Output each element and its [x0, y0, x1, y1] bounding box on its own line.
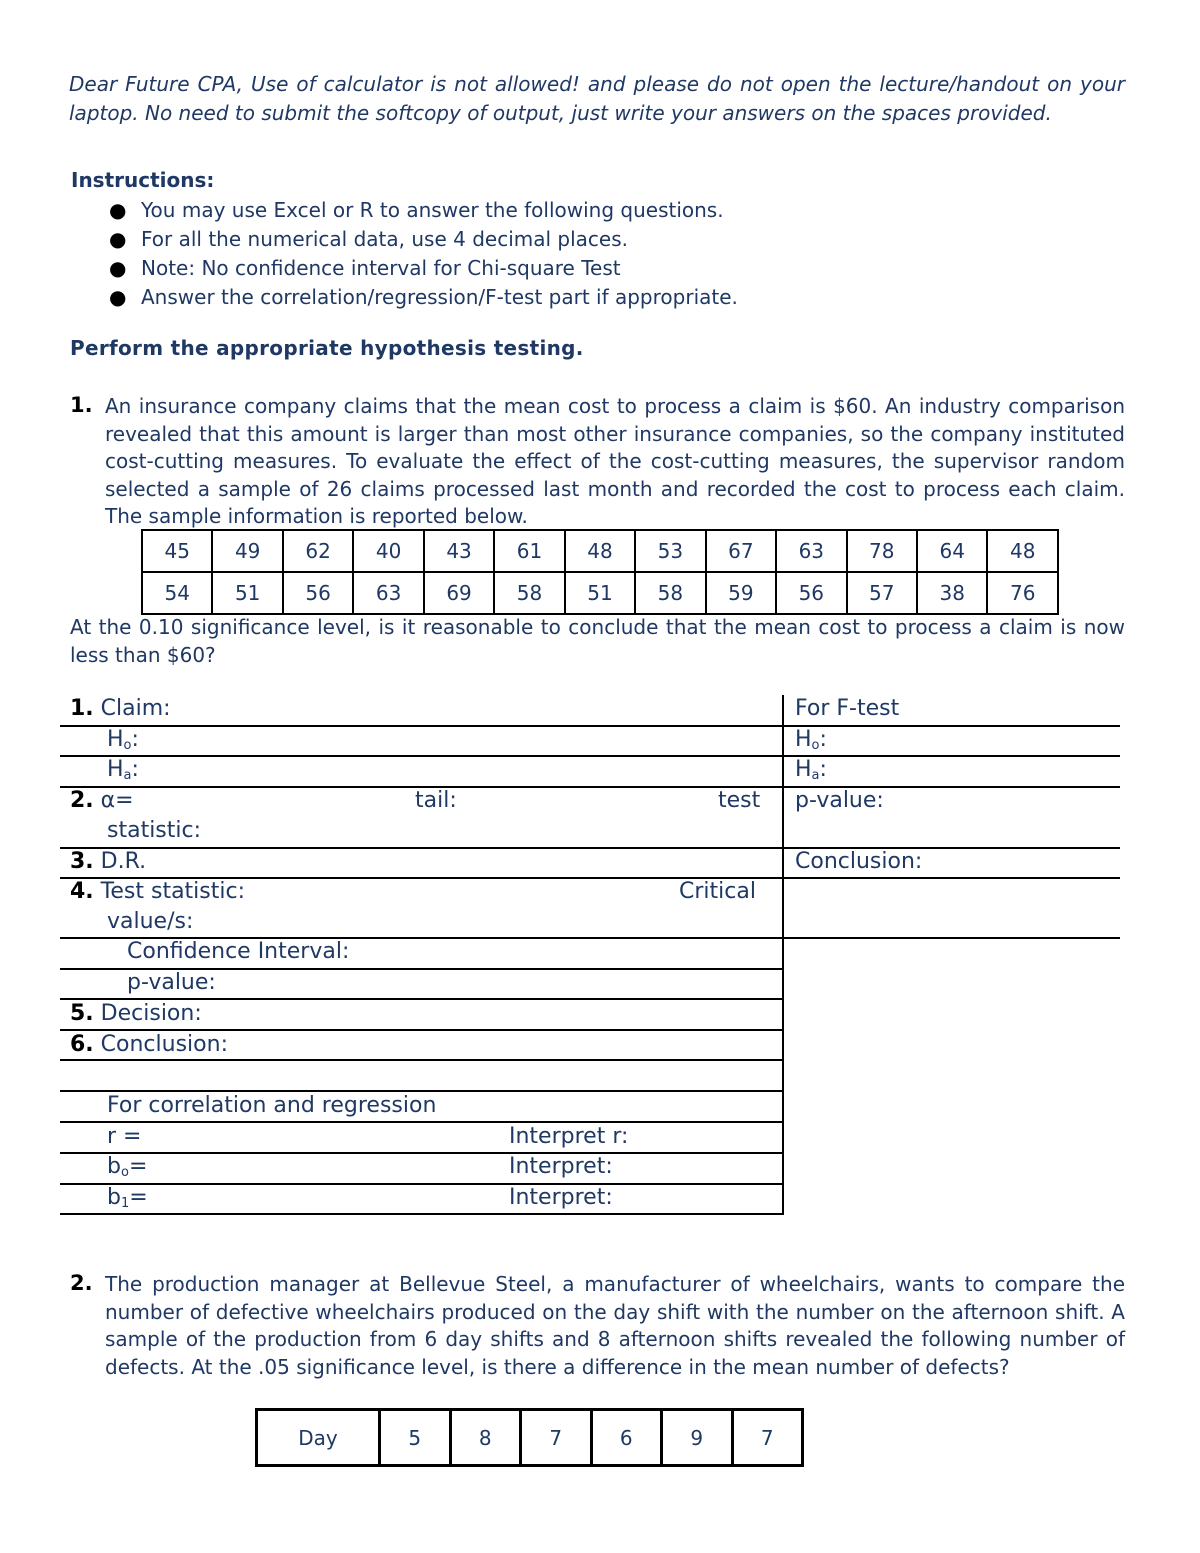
- table-cell: 53: [635, 530, 705, 572]
- table-cell: 6: [591, 1410, 662, 1466]
- form-rule: [60, 786, 1120, 788]
- table-cell: 40: [353, 530, 423, 572]
- form-divider: [782, 695, 784, 1215]
- alt-hypothesis-label: $H_a$:: [107, 757, 139, 783]
- form-rule: [60, 998, 783, 1000]
- alpha-row: 2. α=: [70, 788, 134, 813]
- table-cell: 54: [142, 572, 212, 614]
- b1-label: $b_1=$: [107, 1185, 148, 1211]
- interpret-r-label: Interpret r:: [509, 1124, 629, 1149]
- bullet-icon: ●: [109, 256, 127, 280]
- table-cell: 57: [847, 572, 917, 614]
- table-cell: 45: [142, 530, 212, 572]
- table-cell: 48: [565, 530, 635, 572]
- table-cell: 49: [212, 530, 282, 572]
- instruction-item: ● Answer the correlation/regression/F-test part if appropriate.: [105, 283, 1005, 312]
- q1-data-table: [141, 529, 1059, 615]
- table-cell: 58: [494, 572, 564, 614]
- conclusion-row: 6. Conclusion:: [70, 1032, 228, 1057]
- form-rule: [60, 1213, 783, 1215]
- table-cell: 64: [917, 530, 987, 572]
- instruction-item: ● For all the numerical data, use 4 decimal places.: [105, 225, 1005, 254]
- tail-label: tail:: [415, 788, 457, 813]
- table-cell: 63: [776, 530, 846, 572]
- table-cell: 9: [662, 1410, 733, 1466]
- bullet-icon: ●: [109, 285, 127, 309]
- ftest-null-hypothesis: $H_o$:: [795, 727, 827, 753]
- table-row: [257, 1410, 803, 1466]
- critical-values-label: value/s:: [107, 909, 194, 934]
- table-cell: 69: [424, 572, 494, 614]
- test-label: test: [718, 788, 761, 813]
- interpret-b0-label: Interpret:: [509, 1154, 613, 1179]
- table-cell: 67: [706, 530, 776, 572]
- decision-rule-row: 3. D.R.: [70, 849, 147, 874]
- table-cell: 38: [917, 572, 987, 614]
- table-cell: 51: [212, 572, 282, 614]
- form-rule: [60, 1059, 783, 1061]
- question-2-text: The production manager at Bellevue Steel, a manufacturer of wheelchairs, wants to compare the number of defective wheelchairs produced on the day shift with the number on the afternoon shift. A sample of the production from 6 day shifts and 8 afternoon shifts revealed the following number of defects. At the .05 significance level, is there a difference in the mean number of defects?: [105, 1272, 1125, 1379]
- form-rule: [60, 1152, 783, 1154]
- correlation-heading: For correlation and regression: [107, 1093, 437, 1118]
- table-row: [142, 572, 1058, 614]
- intro-note: Dear Future CPA, Use of calculator is not allowed! and please do not open the lecture/handout on your laptop. No need to submit the softcopy of output, just write your answers on the spaces provided.: [69, 72, 1125, 125]
- bullet-icon: ●: [109, 198, 127, 222]
- instructions-heading: Instructions:: [71, 168, 215, 192]
- table-cell: 61: [494, 530, 564, 572]
- q2-data-table: [255, 1408, 804, 1467]
- null-hypothesis-label: $H_o$:: [107, 727, 139, 753]
- form-rule: [60, 1121, 783, 1123]
- instruction-item: ● Note: No confidence interval for Chi-square Test: [105, 254, 1005, 283]
- decision-row: 5. Decision:: [70, 1001, 202, 1026]
- question-2-number: 2.: [70, 1271, 93, 1295]
- ftest-conclusion-label: Conclusion:: [795, 849, 923, 874]
- table-cell: 7: [732, 1410, 803, 1466]
- critical-label: Critical: [679, 879, 756, 904]
- table-cell: 7: [521, 1410, 592, 1466]
- table-cell: 5: [380, 1410, 451, 1466]
- question-1-prompt: At the 0.10 significance level, is it reasonable to conclude that the mean cost to process a claim is now less than $60?: [70, 615, 1125, 667]
- ftest-heading: For F-test: [795, 696, 900, 721]
- claim-row: 1. Claim:: [70, 696, 171, 721]
- question-1-text: An insurance company claims that the mean cost to process a claim is $60. An industry comparison revealed that this amount is larger than most other insurance companies, so the company instituted cost-cutting measures. To evaluate the effect of the cost-cutting measures, the supervisor random selected a sample of 26 claims processed last month and recorded the cost to process each claim. The sample information is reported below.: [105, 394, 1125, 528]
- ftest-p-value-label: p-value:: [795, 788, 884, 813]
- table-cell: 43: [424, 530, 494, 572]
- form-rule: [60, 725, 1120, 727]
- statistic-label: statistic:: [107, 818, 202, 843]
- bullet-icon: ●: [109, 227, 127, 251]
- confidence-interval-label: Confidence Interval:: [127, 939, 350, 964]
- test-statistic-row: 4. Test statistic:: [70, 879, 246, 904]
- form-rule: [60, 1029, 783, 1031]
- table-cell: 58: [635, 572, 705, 614]
- table-cell: 63: [353, 572, 423, 614]
- table-cell: 76: [987, 572, 1058, 614]
- perform-heading: Perform the appropriate hypothesis testing.: [70, 336, 584, 360]
- table-cell: 56: [283, 572, 353, 614]
- table-cell: 59: [706, 572, 776, 614]
- instructions-list: [105, 196, 1005, 312]
- table-cell: 8: [450, 1410, 521, 1466]
- table-cell: 62: [283, 530, 353, 572]
- form-rule: [60, 1090, 783, 1092]
- form-rule: [60, 1183, 783, 1185]
- form-rule: [60, 755, 1120, 757]
- table-cell: 56: [776, 572, 846, 614]
- table-cell: 48: [987, 530, 1058, 572]
- form-rule: [60, 847, 1120, 849]
- table-row: [142, 530, 1058, 572]
- table-cell: 78: [847, 530, 917, 572]
- r-label: r =: [107, 1124, 142, 1149]
- p-value-label: p-value:: [127, 970, 216, 995]
- b0-label: $b_o=$: [107, 1154, 148, 1180]
- question-1-number: 1.: [70, 393, 93, 417]
- table-row-label: Day: [257, 1410, 380, 1466]
- interpret-b1-label: Interpret:: [509, 1185, 613, 1210]
- ftest-alt-hypothesis: $H_a$:: [795, 757, 827, 783]
- table-cell: 51: [565, 572, 635, 614]
- instruction-item: ● You may use Excel or R to answer the following questions.: [105, 196, 1005, 225]
